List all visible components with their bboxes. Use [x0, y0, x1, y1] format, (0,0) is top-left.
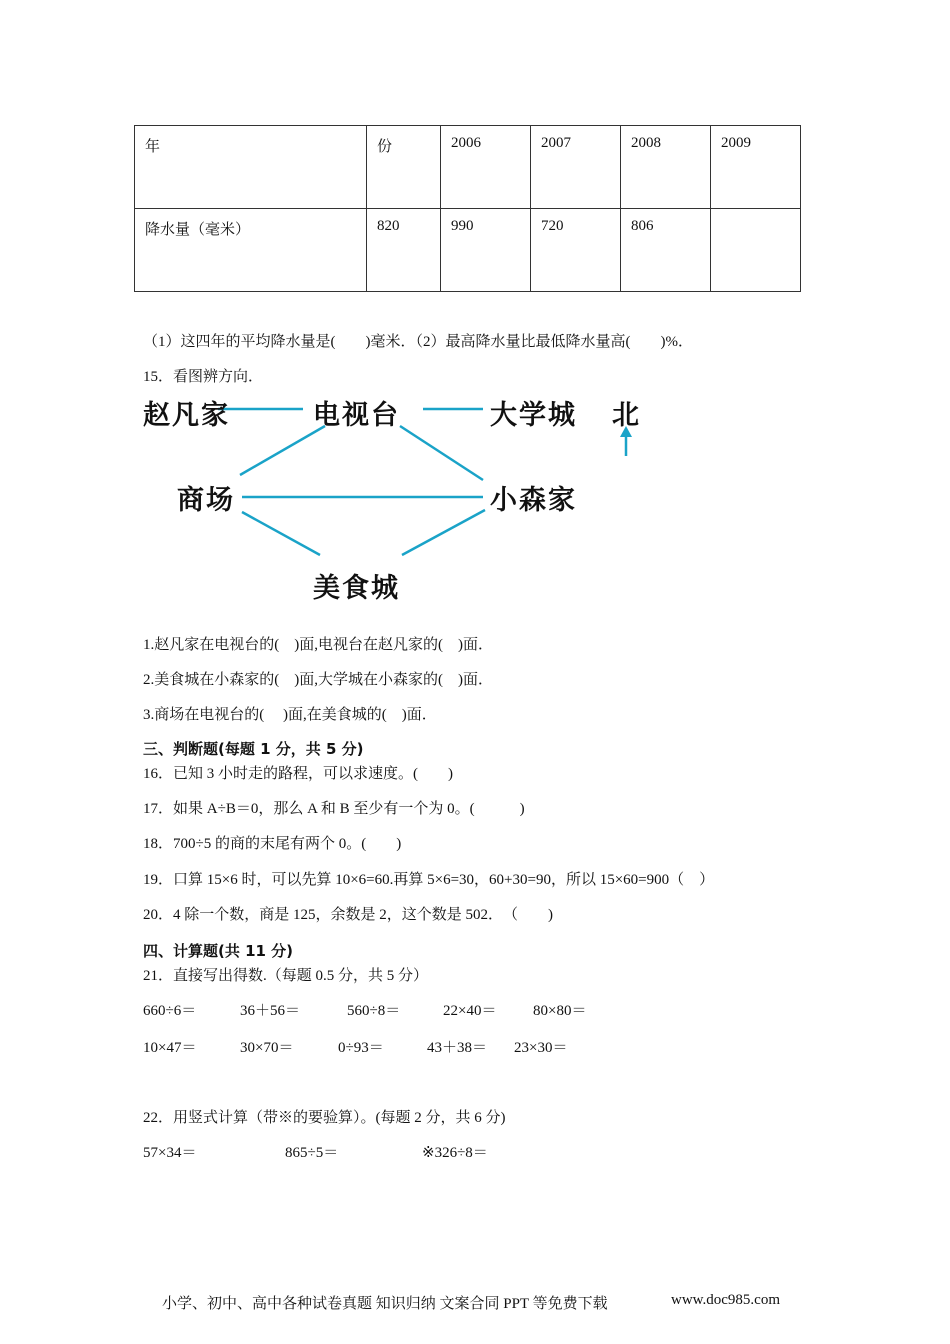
calc-item: ※326÷8＝: [422, 1145, 488, 1161]
section3-title: 三、判断题(每题 1 分，共 5 分): [143, 740, 364, 758]
map-label-zhaofan: 赵凡家: [143, 400, 230, 431]
q16: 16．已知 3 小时走的路程，可以求速度。( ): [143, 766, 453, 782]
q14-subquestions: （1）这四年的平均降水量是( )毫米．（2）最高降水量比最低降水量高( )%．: [143, 334, 693, 350]
table-cell: 990: [441, 209, 531, 292]
q20: 20．4 除一个数，商是 125，余数是 2，这个数是 502． （ ): [143, 907, 553, 923]
table-cell: 降水量（毫米）: [135, 209, 367, 292]
q22-title: 22．用竖式计算（带※的要验算）。(每题 2 分，共 6 分): [143, 1110, 506, 1126]
table-cell: 806: [621, 209, 711, 292]
q18: 18．700÷5 的商的末尾有两个 0。( ): [143, 836, 402, 852]
q17: 17．如果 A÷B＝0，那么 A 和 B 至少有一个为 0。( ): [143, 801, 525, 817]
map-line: [242, 512, 320, 555]
calc-item: 660÷6＝: [143, 1003, 197, 1019]
map-label-dianshitai: 电视台: [313, 400, 400, 431]
calc-item: 0÷93＝: [338, 1040, 384, 1056]
q21-title: 21．直接写出得数.（每题 0.5 分，共 5 分）: [143, 968, 429, 984]
table-cell: 2007: [531, 126, 621, 209]
map-label-daxuecheng: 大学城: [490, 400, 577, 431]
table-cell: 720: [531, 209, 621, 292]
table-row: [135, 126, 801, 209]
table-row: [135, 209, 801, 292]
q15-title: 15．看图辨方向．: [143, 369, 264, 385]
q15-item: 2.美食城在小森家的( )面,大学城在小森家的( )面．: [143, 672, 493, 688]
calc-item: 22×40＝: [443, 1003, 497, 1019]
map-line: [400, 426, 483, 480]
footer-text: 小学、初中、高中各种试卷真题 知识归纳 文案合同 PPT 等免费下载: [162, 1296, 608, 1312]
calc-item: 865÷5＝: [285, 1145, 339, 1161]
footer-url[interactable]: www.doc985.com: [671, 1292, 781, 1308]
calc-item: 80×80＝: [533, 1003, 587, 1019]
map-label-xiaosen: 小森家: [490, 485, 577, 516]
table-cell: 820: [367, 209, 441, 292]
calc-item: 23×30＝: [514, 1040, 568, 1056]
map-label-shangchang: 商场: [177, 485, 235, 516]
calc-item: 10×47＝: [143, 1040, 197, 1056]
calc-item: 43＋38＝: [427, 1040, 488, 1056]
section4-title: 四、计算题(共 11 分): [143, 942, 294, 960]
table-cell: 份: [367, 126, 441, 209]
map-line: [402, 510, 485, 555]
calc-item: 57×34＝: [143, 1145, 197, 1161]
calc-item: 30×70＝: [240, 1040, 294, 1056]
table-cell: 2009: [711, 126, 801, 209]
q15-item: 1.赵凡家在电视台的( )面,电视台在赵凡家的( )面．: [143, 637, 493, 653]
table-cell: 2006: [441, 126, 531, 209]
q19: 19．口算 15×6 时，可以先算 10×6=60.再算 5×6=30，60+30=90，所以 15×60=900（ ）: [143, 872, 715, 888]
rainfall-table: [134, 125, 801, 292]
calc-item: 36＋56＝: [240, 1003, 301, 1019]
table-cell: 2008: [621, 126, 711, 209]
calc-item: 560÷8＝: [347, 1003, 401, 1019]
map-line: [240, 426, 325, 475]
table-cell: 年: [135, 126, 367, 209]
map-label-north: 北: [612, 400, 641, 431]
map-label-meishicheng: 美食城: [313, 573, 400, 604]
q15-item: 3.商场在电视台的( )面,在美食城的( )面．: [143, 707, 437, 723]
table-cell: [711, 209, 801, 292]
